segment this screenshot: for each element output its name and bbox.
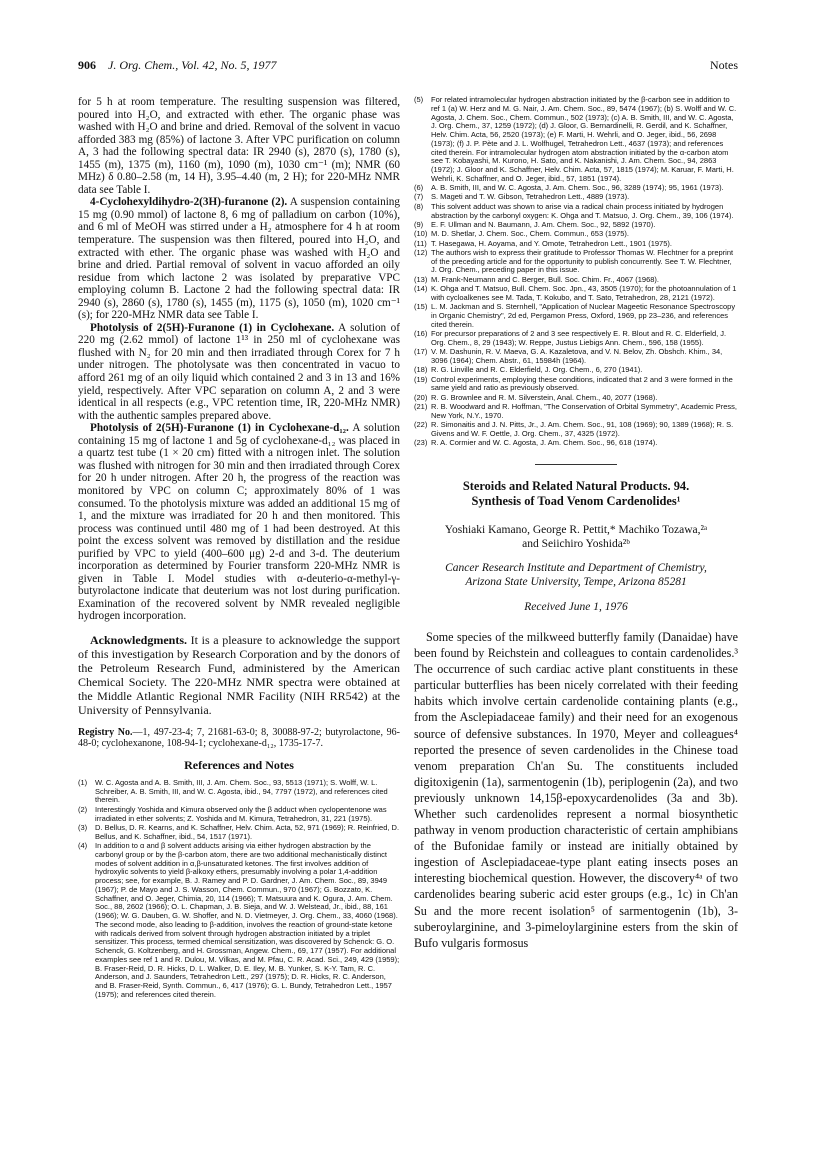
reference-number: (12) <box>414 247 428 257</box>
reference-number: (19) <box>414 374 428 384</box>
reference-item <box>414 439 738 448</box>
reference-number: (14) <box>414 284 428 294</box>
reference-number: (9) <box>414 219 424 229</box>
authors-line: Yoshiaki Kamano, George R. Pettit,* Machiko Tozawa,²ᵃ <box>444 523 708 536</box>
reference-text: M. D. Shetlar, J. Chem. Soc., Chem. Commun., 653 (1975). <box>431 229 629 239</box>
reference-number: (2) <box>78 804 88 814</box>
reference-number: (13) <box>414 274 428 284</box>
registry-heading: Registry No. <box>78 726 133 738</box>
paragraph-heading: Photolysis of 2(5H)-Furanone (1) in Cyclohexane-d₁₂. <box>90 422 349 435</box>
reference-text: This solvent adduct was shown to arise via a radical chain process initiated by hydrogen abstraction by the carbonyl oxygen: K. Ohga and T. Matsuo, J. Org. Chem., 39, 106 (1974). <box>431 201 734 220</box>
reference-item <box>414 376 738 394</box>
institution <box>414 561 738 589</box>
reference-number: (21) <box>414 402 428 411</box>
reference-text: T. Hasegawa, H. Aoyama, and Y. Omote, Tetrahedron Lett., 1901 (1975). <box>431 238 672 248</box>
reference-text: R. Simonaitis and J. N. Pitts, Jr., J. Am. Chem. Soc., 91, 108 (1969); 90, 1389 (1968); R. S. Givens and W. F. Oettle, J. Org. Chem., 37, 4325 (1972). <box>431 420 734 438</box>
reference-item <box>414 303 738 329</box>
reference-number: (17) <box>414 347 428 357</box>
left-column <box>78 96 400 1000</box>
reference-item <box>78 779 400 805</box>
reference-list <box>414 96 738 448</box>
reference-text: R. B. Woodward and R. Hoffman, "The Conservation of Orbital Symmetry", Academic Press, New York, N.Y., 1970. <box>431 402 737 420</box>
reference-text: R. A. Cormier and W. C. Agosta, J. Am. Chem. Soc., 96, 618 (1974). <box>431 438 658 448</box>
paragraph-text: A suspension containing 15 mg (0.90 mmol) of lactone 8, 6 mg of palladium on carbon (10%), and 6 ml of MeOH was stirred under a H₂ atmosphere for 4 h at room temperature. The suspension was then filtered, poured into H₂O, and extracted with ether. The organic phase was washed with H₂O and brine and dried. Partial removal of solvent in vacuo afforded an oily residue from which lactone 2 was isolated by preparative VPC employing column B. Lactone 2 had the following spectral data: IR 2940 (s), 2860 (s), 1780 (s), 1455 (m), 1175 (s), 1050 (m), 1020 cm⁻¹ (s); for 220-MHz NMR data see Table I. <box>78 196 400 322</box>
reference-item <box>414 285 738 303</box>
reference-item <box>414 249 738 275</box>
reference-number: (10) <box>414 229 428 239</box>
registry-numbers <box>78 727 400 749</box>
reference-number: (7) <box>414 192 424 202</box>
reference-number: (20) <box>414 392 428 402</box>
reference-item <box>414 348 738 366</box>
reference-text: M. Frank-Neumann and C. Berger, Bull. Soc. Chim. Fr., 4067 (1968). <box>431 274 660 284</box>
reference-item <box>78 806 400 824</box>
reference-text: In addition to α and β solvent adducts arising via either hydrogen abstraction by the carbonyl group or by the β-carbon atom, there are two additional mechanistically distinct modes of solvent addition in α,β-unsaturated ketones. The first involves addition of hydroxylic solvents to yield β-alkoxy ethers, presumably involving a polar 1,4-addition process; see, for example, B. J. Ramey and P. D. Gardner, J. Am. Chem. Soc., 89, 3949 (1967); P. de Mayo and J. S. Wasson, Chem. Commun., 970 (1967); G. Bozzato, K. Schaffner, and O. Jeger, Chimia, 20, 114 (1966); T. Matsuura and K. Ogura, J. Am. Chem. Soc., 88, 2602 (1966); O. L. Chapman, J. B. Sieja, and W. J. Welstead, Jr., ibid., 88, 161 (1966); W. G. Dauben, G. W. Shoffer, and N. D. Vietmeyer, J. Org. Chem., 33, 4060 (1968). The second mode, also leading to β-addition, involves the reaction of ground-state ketone with radicals derived from solvent through hydrogen abstraction initiated by a triplet sensitizer. This process, termed chemical sensitization, was discovered by Schenck: G. O. Schenck, G. Koltzenberg, and H. Grossman, Angew. Chem., 69, 177 (1957). For additional examples see ref 1 and R. Dulou, M. Vilkas, and M. Pfau, C. R. Acad. Sci., 249, 429 (1959); B. Fraser-Reid, D. R. Hicks, D. L. Walker, D. E. Iley, M. B. Yunker, S. K-Y. Tam, R. C. Anderson, and J. Saunders, Tetrahedron Lett., 297 (1975); D. R. Hicks, R. C. Anderson, and B. Fraser-Reid, Synth. Commun., 6, 417 (1976); G. L. Bundy, Tetrahedron Lett., 1957 (1975); and references cited therein. <box>95 841 400 999</box>
received-date: Received June 1, 1976 <box>524 600 628 613</box>
reference-text: Interestingly Yoshida and Kimura observed only the β adduct when cyclopentenone was irradiated in ether solvents; Z. Yoshida and M. Kimura, Tetrahedron, 31, 221 (1975). <box>95 804 387 823</box>
reference-number: (15) <box>414 302 428 312</box>
reference-item <box>78 824 400 842</box>
paragraph-text: A solution of 220 mg (2.62 mmol) of lactone 1¹³ in 250 ml of cyclohexane was flushed with N₂ for 20 min and then irradiated through Corex for 7 h under nitrogen. The photolysate was then concentrated in vacuo to afford 261 mg of an oily liquid which contained 2 and 3 in 13 and 16% yield, respectively. After VPC separation on column A, 2 and 3 were identical in all respects (e.g., VPC retention time, IR, 220-MHz NMR) with the authentic samples prepared above. <box>78 321 400 422</box>
reference-text: The authors wish to express their gratitude to Professor Thomas W. Flechtner for a preprint of the preceding article and for the opportunity to publish concurrently. See T. W. Flechtner, J. Org. Chem., preceding paper in this issue. <box>431 247 734 275</box>
references-heading: References and Notes <box>184 757 294 772</box>
paragraph-heading: 4-Cyclohexyldihydro-2(3H)-furanone (2). <box>90 196 288 209</box>
reference-text: S. Mageti and T. W. Gibson, Tetrahedron Lett., 4889 (1973). <box>431 192 630 202</box>
article-title-line: Steroids and Related Natural Products. 94. <box>462 478 690 493</box>
reference-text: R. G. Brownlee and R. M. Silverstein, Anal. Chem., 40, 2077 (1968). <box>431 392 658 402</box>
section-divider <box>535 464 617 465</box>
paragraph-text: A solution containing 15 mg of lactone 1 and 5g of cyclohexane-d₁₂ was placed in a quartz test tube (1 × 20 cm) fitted with a nitrogen inlet. The solution was flushed with nitrogen for 30 min and then irradiated through Corex for 20 h under nitrogen. After 20 h, the progress of the reaction was monitored by VPC on column C; approximately 80% of 1 was consumed. To the photolysis mixture was added an additional 15 mg of 1, and the mixture was irradiated for 20 h and then monitored. This process was continued until 480 mg of 1 had been destroyed. At this point the excess solvent was removed by distillation and the residue purified by VPC to yield (400–600 μg) 2-d and 3-d. The deuterium incorporation as determined by Fourier transform 220-MHz NMR is given in Table I. Model studies with α-deuterio-α-methyl-γ-butyrolactone indicate that deuterium was not lost during purification. Examination of the recovered solvent by NMR revealed negligible hydrogen incorporation. <box>78 422 400 623</box>
article-title-line: Synthesis of Toad Venom Cardenolides¹ <box>471 493 681 508</box>
reference-list <box>78 779 400 1000</box>
reference-item <box>414 421 738 439</box>
reference-number: (6) <box>414 183 424 193</box>
reference-text: Control experiments, employing these conditions, indicated that 2 and 3 were formed in the same yield and ratio as previously observed. <box>431 374 733 393</box>
acknowledgments-heading: Acknowledgments. <box>90 632 188 647</box>
authors-line: and Seiichiro Yoshida²ᵇ <box>522 537 630 550</box>
acknowledgments-text: It is a pleasure to acknowledge the support of this investigation by Research Corporation and by the donors of the Petroleum Research Fund, administered by the American Chemical Society. The 220-MHz NMR spectra were obtained at the Middle Atlantic Regional NMR Facility (NIH RR542) at the University of Pennsylvania. <box>78 632 400 717</box>
reference-item <box>414 403 738 421</box>
reference-number: (8) <box>414 201 424 211</box>
reference-text: K. Ohga and T. Matsuo, Bull. Chem. Soc. Jpn., 43, 3505 (1970); for the photoannulation of 1 with cycloalkenes see M. Tada, T. Kokubo, and T. Sato, Tetrahedron, 28, 2121 (1972). <box>431 284 737 302</box>
page-number: 906 <box>78 58 96 72</box>
article-body: Some species of the milkweed butterfly family (Danaidae) have been found by Reichstein and colleagues to contain cardenolides.³ The occurrence of such cardiac active plant constituents in these particular butterflies has been nicely correlated with their feeding habits which involve certain cardenolide containing plants (e.g., from the Asclepiadaceae family) and their need for an exogenous source of defensive substances. In 1970, Meyer and colleagues⁴ reported the presence of seven cardenolides in the Chinese toad venom preparation Ch'an Su. The constituents included digitoxigenin (1a), sarmentogenin (1b), periplogenin (2a), and two previously unknown 14,15β-epoxycardenolides (3a and 3b). Whether such cardenolides represent a normal biosynthetic pathway in venom production characteristic of certain amphibians of the Bufonidae family or instead are initially obtained by ingestion of Asclepiadaceae-type plant eating insects poses an interesting biochemical question. However, the discovery⁴ᵃ of two cardenolides bearing suberic acid ester groups (e.g., 1c) in Ch'an Su and the more recent isolation⁵ of sarmentogenin (1b), 3-suberoylarginine, and 3-pimeloylarginine esters from the skin of Bufo vulgaris formosus <box>414 629 738 950</box>
institution-line: Arizona State University, Tempe, Arizona 85281 <box>465 575 687 588</box>
reference-text: L. M. Jackman and S. Sternhell, "Application of Nuclear Mageetic Resonance Spectroscopy in Organic Chemistry", 2d ed, Pergamon Press, Oxford, 1969, pp 23–236, and references cited therein. <box>431 302 736 329</box>
article-title <box>414 479 738 509</box>
reference-text: For precursor preparations of 2 and 3 see respectively E. R. Blout and R. C. Elderfield, J. Org. Chem., 8, 29 (1943); W. Reppe, Justus Liebigs Ann. Chem., 596, 158 (1955). <box>431 329 727 347</box>
paragraph: for 5 h at room temperature. The resulting suspension was filtered, poured into H₂O, and extracted with ether. The organic phase was washed with H₂O and brine and dried. Removal of the solvent in vacuo afforded 383 mg (85%) of lactone 3. After VPC purification on column A, 3 had the following spectral data: IR 2940 (s), 2870 (s), 1780 (s), 1455 (m), 1375 (m), 1160 (m), 1090 (m), 1030 cm⁻¹ (m); NMR (60 MHz) δ 0.80–2.58 (m, 14 H), 3.95–4.40 (m, 2 H); for 220-MHz NMR data see Table I. <box>78 96 400 196</box>
reference-item <box>414 330 738 348</box>
reference-text: D. Bellus, D. R. Kearns, and K. Schaffner, Helv. Chim. Acta, 52, 971 (1969); R. Reinfried, D. Bellus, and K. Schaffner, ibid., 54, 1517 (1971). <box>95 822 400 841</box>
reference-text: V. M. Dashunin, R. V. Maeva, G. A. Kazaletova, and V. N. Belov, Zh. Obshch. Khim., 34, 3096 (1964); Chem. Abstr., 61, 15984h (1964). <box>431 347 723 365</box>
page-header <box>78 58 738 72</box>
reference-number: (22) <box>414 420 428 430</box>
paragraph <box>78 322 400 422</box>
reference-number: (5) <box>414 95 424 104</box>
registry-text: —1, 497-23-4; 7, 21681-63-0; 8, 30088-97-2; butyrolactone, 96-48-0; cyclohexanone, 108-94-1; cyclohexane-d₁₂, 1735-17-7. <box>78 726 400 749</box>
reference-number: (11) <box>414 238 427 248</box>
reference-text: R. G. Linville and R. C. Elderfield, J. Org. Chem., 6, 270 (1941). <box>431 365 643 375</box>
reference-item <box>78 842 400 1000</box>
right-column <box>414 96 738 951</box>
acknowledgments <box>78 633 400 717</box>
paragraph <box>78 422 400 623</box>
article-authors <box>414 523 738 551</box>
reference-text: For related intramolecular hydrogen abstraction initiated by the β-carbon see in addition to ref 1 (a) W. Herz and M. G. Nair, J. Am. Chem. Soc., 89, 5474 (1967); (b) S. Wolff and W. C. Agosta, J. Chem. Soc., Chem. Commun., 502 (1973); (c) A. B. Smith, III, and W. C. Agosta, J. Org. Chem., 37, 1259 (1972); (d) J. Gloor, G. Bernardinelli, R. Gerdil, and K. Schaffner, Helv. Chim. Acta, 56, 2520 (1973); (e) F. Marti, H. Wehrli, and O. Jeger, ibid., 56, 2698 (1973); (f) J. P. Pète and J. L. Wolfhugel, Tetrahedron Lett., 4637 (1973); and references cited therein. For intramolecular hydrogen atom abstraction initiated by the α-carbon atom see T. Kobayashi, M. Kurono, H. Sato, and K. Nakanishi, J. Am. Chem. Soc., 94, 2863 (1972); J. Gloor and K. Schaffner, Helv. Chim. Acta, 57, 1815 (1974); M. Karuar, F. Marti, H. Wehrli, K. Schaffner, and O. Jeger, ibid., 57, 1851 (1974). <box>431 95 737 183</box>
reference-text: W. C. Agosta and A. B. Smith, III, J. Am. Chem. Soc., 93, 5513 (1971); S. Wolff, W. L. Schreiber, A. B. Smith, III, and W. C. Agosta, ibid., 94, 7797 (1972), and references cited therein. <box>95 777 388 805</box>
paragraph-heading: Photolysis of 2(5H)-Furanone (1) in Cyclohexane. <box>90 321 335 334</box>
reference-number: (4) <box>78 841 88 850</box>
reference-number: (16) <box>414 329 428 339</box>
paragraph <box>78 196 400 321</box>
section-label: Notes <box>710 58 738 72</box>
institution-line: Cancer Research Institute and Department of Chemistry, <box>445 561 707 574</box>
reference-number: (18) <box>414 365 428 375</box>
reference-item <box>414 96 738 184</box>
reference-text: A. B. Smith, III, and W. C. Agosta, J. Am. Chem. Soc., 96, 3289 (1974); 95, 1961 (1973). <box>431 183 724 193</box>
journal-citation: J. Org. Chem., Vol. 42, No. 5, 1977 <box>108 58 277 72</box>
reference-number: (3) <box>78 822 88 832</box>
reference-item <box>414 203 738 221</box>
reference-number: (23) <box>414 438 428 448</box>
reference-text: E. F. Ullman and N. Baumann, J. Am. Chem. Soc., 92, 5892 (1970). <box>431 219 656 229</box>
reference-number: (1) <box>78 777 88 787</box>
